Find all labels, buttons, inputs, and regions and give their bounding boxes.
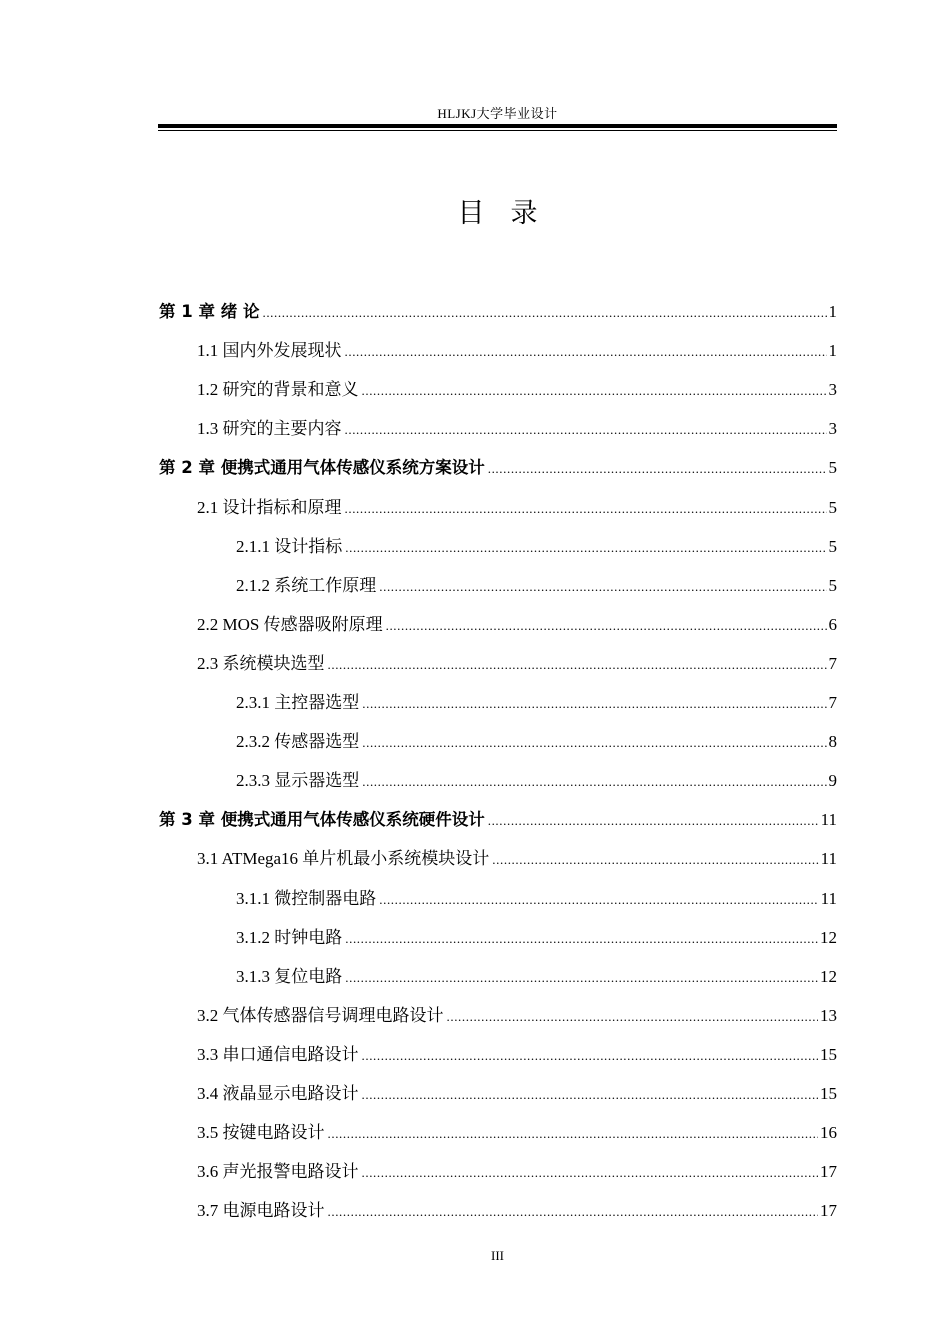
toc-entry[interactable]: [197, 339, 837, 363]
toc-entry-page: 12: [820, 966, 837, 986]
toc-entry-page: 5: [828, 536, 837, 556]
toc-entry-page: 7: [828, 693, 837, 712]
toc-entry-page: 5: [828, 497, 837, 517]
toc-entry-title: 2.1 设计指标和原理: [197, 497, 342, 517]
toc-entry-title: 1.3 研究的主要内容: [197, 419, 342, 439]
toc-entry[interactable]: [159, 808, 837, 832]
toc-leader-dots: [345, 340, 827, 364]
toc-leader-dots: [345, 418, 827, 442]
toc-entry-page: 1: [828, 341, 837, 361]
toc-entry[interactable]: [197, 1160, 837, 1184]
toc-leader-dots: [362, 1044, 819, 1068]
toc-entry-page: 11: [820, 810, 837, 830]
page-number: III: [491, 1248, 504, 1263]
toc-leader-dots: [488, 457, 827, 481]
header-rule-thick: [158, 124, 837, 128]
toc-entry[interactable]: [236, 574, 837, 598]
toc-entry-title: 1.1 国内外发展现状: [197, 341, 342, 361]
toc-entry[interactable]: [236, 965, 837, 989]
toc-entry[interactable]: [197, 496, 837, 520]
toc-entry-title: 第 3 章 便携式通用气体传感仪系统硬件设计: [159, 810, 485, 830]
toc-entry[interactable]: [197, 1199, 837, 1223]
toc-leader-dots: [345, 497, 827, 521]
toc-entry[interactable]: [197, 378, 837, 402]
toc-entry[interactable]: [236, 691, 837, 715]
toc-entry-title: 3.1.1 微控制器电路: [236, 888, 377, 908]
toc-entry-title: 3.2 气体传感器信号调理电路设计: [197, 1005, 444, 1025]
toc-entry-page: 3: [828, 419, 837, 439]
toc-entry-title: 3.1.2 时钟电路: [236, 927, 343, 947]
toc-entry[interactable]: [197, 1004, 837, 1028]
toc-entry-title: 1.2 研究的背景和意义: [197, 380, 359, 400]
toc-entry[interactable]: [197, 613, 837, 637]
toc-leader-dots: [362, 1161, 819, 1185]
toc-entry-page: 6: [828, 614, 837, 634]
toc-leader-dots: [345, 966, 818, 990]
toc-entry-page: 5: [828, 458, 837, 478]
toc-entry[interactable]: [197, 652, 837, 676]
toc-entry-title: 2.3 系统模块选型: [197, 653, 325, 673]
toc-entry-title: 2.1.2 系统工作原理: [236, 575, 377, 595]
toc-entry[interactable]: [197, 1043, 837, 1067]
toc-entry-title: 2.2 MOS 传感器吸附原理: [197, 614, 383, 634]
toc-leader-dots: [328, 653, 827, 677]
toc-entry-title: 第 1 章 绪 论: [159, 302, 260, 321]
toc-entry-page: 5: [828, 575, 837, 595]
toc-entry-title: 2.3.1 主控器选型: [236, 693, 360, 712]
toc-leader-dots: [447, 1005, 819, 1029]
toc-leader-dots: [328, 1122, 819, 1146]
toc-entry-page: 15: [820, 1084, 837, 1103]
toc-entry[interactable]: [197, 847, 837, 871]
toc-entry[interactable]: [159, 300, 837, 324]
toc-leader-dots: [345, 536, 826, 560]
toc-entry[interactable]: [197, 1121, 837, 1145]
toc-leader-dots: [362, 731, 826, 755]
toc-leader-dots: [386, 614, 827, 638]
toc-entry-title: 2.1.1 设计指标: [236, 536, 343, 556]
toc-entry-title: 3.3 串口通信电路设计: [197, 1044, 359, 1064]
toc-leader-dots: [328, 1200, 819, 1224]
toc-entry-page: 17: [820, 1201, 837, 1221]
toc-entry-page: 7: [828, 653, 837, 673]
toc-entry[interactable]: [159, 456, 837, 480]
toc-entry-page: 12: [820, 927, 837, 947]
header-rule-thin: [158, 130, 837, 131]
toc-entry-title: 第 2 章 便携式通用气体传感仪系统方案设计: [159, 458, 485, 478]
toc-entry[interactable]: [236, 926, 837, 950]
toc-entry-page: 17: [820, 1162, 837, 1182]
toc-leader-dots: [262, 301, 826, 325]
toc-entry-title: 2.3.2 传感器选型: [236, 732, 360, 752]
toc-leader-dots: [379, 575, 826, 599]
toc-entry-title: 3.4 液晶显示电路设计: [197, 1084, 359, 1103]
toc-entry-page: 13: [820, 1005, 837, 1025]
toc-entry[interactable]: [236, 730, 837, 754]
toc-entry-page: 16: [820, 1123, 837, 1143]
toc-entry-title: 3.5 按键电路设计: [197, 1123, 325, 1143]
toc-entry[interactable]: [197, 417, 837, 441]
toc-entry-title: 3.6 声光报警电路设计: [197, 1162, 359, 1182]
toc-entry-page: 9: [828, 771, 837, 791]
toc-entry[interactable]: [197, 1082, 837, 1106]
toc-entry-page: 15: [820, 1044, 837, 1064]
toc-entry[interactable]: [236, 535, 837, 559]
toc-leader-dots: [379, 888, 818, 912]
toc-entry[interactable]: [236, 887, 837, 911]
running-header: HLJKJ大学毕业设计: [437, 106, 558, 121]
toc-entry-page: 11: [820, 849, 837, 869]
toc-leader-dots: [362, 770, 826, 794]
toc-entry-page: 1: [828, 302, 837, 321]
toc-leader-dots: [488, 809, 819, 833]
toc-leader-dots: [362, 692, 826, 716]
toc-entry-title: 2.3.3 显示器选型: [236, 771, 360, 791]
toc-leader-dots: [345, 927, 818, 951]
toc-entry-page: 8: [828, 732, 837, 752]
toc-entry-title: 3.1 ATMega16 单片机最小系统模块设计: [197, 849, 490, 869]
toc-leader-dots: [492, 848, 818, 872]
toc-entry[interactable]: [236, 769, 837, 793]
toc-leader-dots: [362, 1083, 819, 1107]
toc-heading: 目录: [457, 198, 564, 229]
toc-entry-title: 3.1.3 复位电路: [236, 966, 343, 986]
toc-leader-dots: [362, 379, 827, 403]
toc-entry-page: 11: [820, 888, 837, 908]
toc-entry-page: 3: [828, 380, 837, 400]
toc-entry-title: 3.7 电源电路设计: [197, 1201, 325, 1221]
